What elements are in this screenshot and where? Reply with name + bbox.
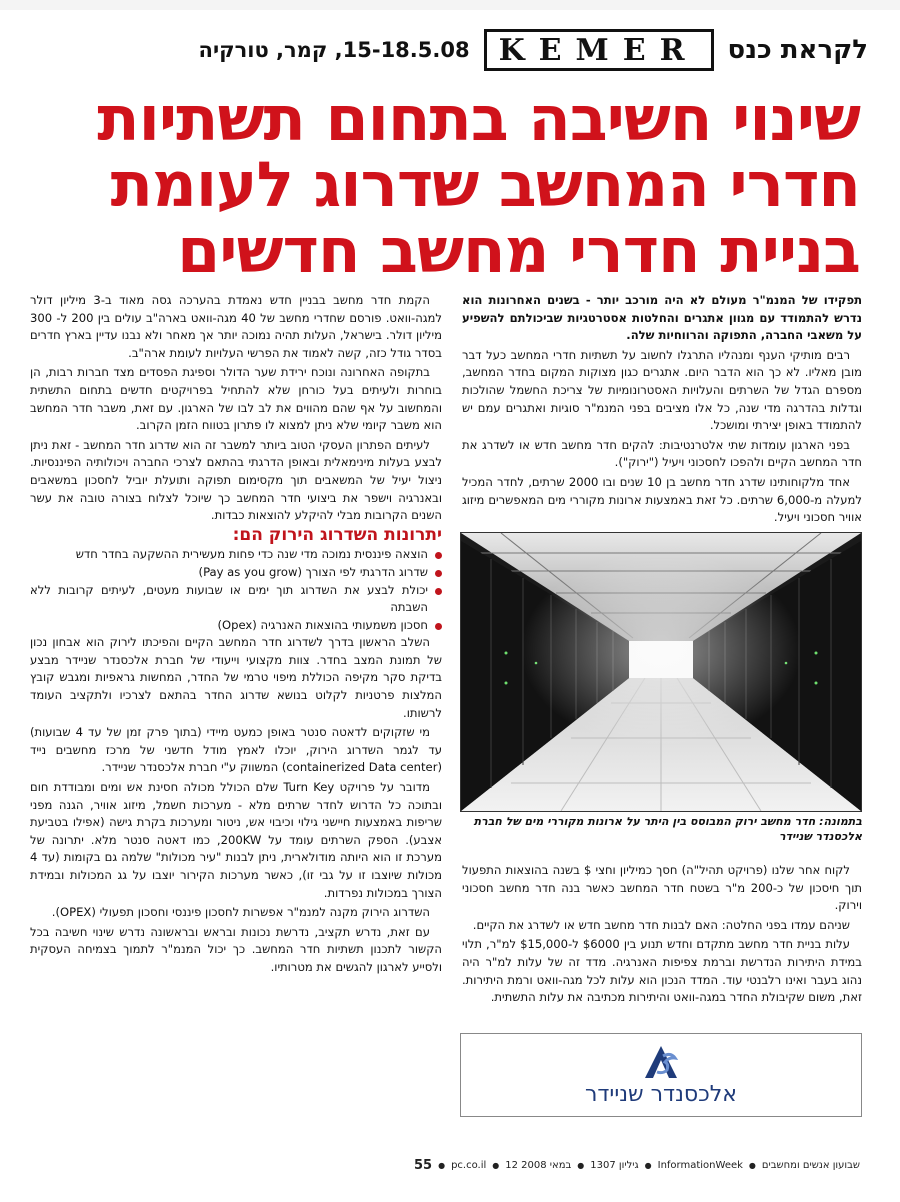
photo-caption: בתמונה: חדר מחשב ירוק המבוסס בין היתר על ארונות מקוררי מים של חברת אלכסנדר שניידר (473, 815, 862, 843)
footer-issue: גיליון 1307 (590, 1159, 639, 1171)
body-paragraph: בפני הארגון עומדות שתי אלטרנטיבות: להקים חדר מחשב חדש או לשדרג את חדר המחשב הקיים ולהפכו לחסכוני ויעיל ("ירוק"). (462, 437, 862, 470)
bullet-icon (435, 588, 442, 595)
lead-paragraph: תפקידו של המנמ"ר מעולם לא היה מורכב יותר - בשנים האחרונות הוא נדרש להתמודד עם מגוון אתגרים והחלטות אסטרטגיות שביכולתם להשפיע על משאבי החברה, התפוקה והרווחיות שלה. (462, 293, 862, 343)
list-item: חסכון משמעותי בהוצאות האנרגיה (Opex) (30, 617, 442, 635)
body-paragraph: אחד מלקוחותינו שדרג חדר מחשב בן 10 שנים ובו 2000 שרתים, לחדר המכיל למעלה מ-6,000 שרתים. כל זאת באמצעות ארונות מקוררי מים המאפשרים מיזוג אוויר חסכוני ויעיל. (462, 474, 862, 525)
body-paragraph: לקוח אחר שלנו (פרויקט תהיל"ה) חסך כמיליון וחצי $ בשנה בהוצאות התפעול תוך חיסכון של כ-200 מ"ר בשטח חדר המחשב כאשר בנה חדר מחשב חסכוני וירוק. (462, 863, 862, 913)
body-paragraph: לעיתים הפתרון העסקי הטוב ביותר למשבר זה הוא שדרוג חדר המחשב - זאת ניתן לבצע בעלות מינימאלית ובאופן הדרגתי בהתאם לצרכי החברה ויכולותיה הפיננסיות. ניצול יעיל של המשאבים תוך מקסימום תפוקה ותועלת יוביל לחסכון במשאבים ובאנרגיה וישפר את ביצועי חדר המחשב כך שיוכל לצלוח בצורה טובה את עשר השנים הקרובות מבלי להיקלע להוצאות כבדות. (30, 437, 442, 523)
server-room-photo (460, 532, 862, 812)
company-logo-text: אלכסנדר שניידר (584, 1081, 737, 1107)
body-paragraph: מדובר על פרויקט Turn Key שלם הכולל מכולה חסינת אש ומים ומבודדת חום ובתוכה כל הדרוש לחדר שרתים מלא - מערכות חשמל, מיזוג אוויר, הגנה מפני שריפות באמצעות חיישני גילוי וכיבוי אש, ניטור ומערכות בקרת גישה (אפילו בטביעת אצבע). הספק השרתים עומד על 200KW, כמו דאטה סנטר מלא. יתרונה של מערכת זו הוא היותה מודולארית, ניתן לבנות "עיר מכולות" שלמה גם בקומות (עד 4 מכולות שיוצבו זו על גבי זו), כאשר מערכות הקירור יוצבו על גג המכולות ובמידת הצורך במכולות נפרדות. (30, 780, 442, 900)
footer-separator-icon: ● (492, 1160, 500, 1170)
footer-separator-icon: ● (748, 1160, 756, 1170)
body-paragraph: עלות בניית חדר מחשב מתקדם וחדש תנוע בין $6000 ל-$15,000 למ"ר, תלוי במידת היתירות הנדרשת וברמת צפיפות האנרגיה. מדד זה של עלות למ"ר היה נהוג בעבר ואינו רלבנטי עוד. המדד הנכון הוא עלות לכל מגה-וואט ורמת היתירות. זאת, משום שקיבולת החדר במגה-וואט והיתירות מכתיבה את עלות התשתית. (462, 937, 862, 1005)
body-paragraph: בתקופה האחרונה ונוכח ירידת שער הדולר וספיגת הפסדים מצד חברות רבות, הן בוחרות ולעיתים בעל כורחן שלא להתחיל בפרויקטים חדשים בתחום התשתית והמחשוב על אף שהם מהווים את לב לבו של הארגון. עם זאת, משבר חדר המחשב הוא משבר קיומי שלא ניתן למצוא לו פתרון בטווח הזמן הקרוב. (30, 365, 442, 433)
footer-tagline: שבועון אנשים ומחשבים (761, 1159, 860, 1171)
footer-site: pc.co.il (451, 1159, 487, 1171)
list-item: הוצאה פיננסית נמוכה מדי שנה כדי פחות מעשירית ההשקעה בחדר חדש (30, 546, 442, 564)
company-logo-icon (641, 1044, 681, 1080)
body-paragraph: רבים מותיקי הענף ומנהליו התרגלו לחשוב על תשתיות חדרי המחשב כעל דבר מובן מאליו. לא כך הוא הדבר היום. אתגרים כגון מצוקות המקום בחדר המחשב, מספרם הגדל של השרתים והעלויות האסטרונומיות של צריכת החשמל שהולכות וגדלות בהדרגה מדי שנה, כל אלו מציבים בפני המנמ"ר סוגיות ואתגרים עמם יש להתמודד באופן יצירתי ומושכל. (462, 347, 862, 433)
list-item: שדרוג הדרגתי לפי הצורך (Pay as you grow) (30, 564, 442, 582)
footer-separator-icon: ● (438, 1160, 446, 1170)
body-paragraph: עם זאת, נדרש תקציב, נדרשת נכונות ובראש ובראשונה נדרש שינוי חשיבה בכל הקשור לתכנון תשתיות חדר המחשב. כך יכול המנמ"ר לתמוך בצמיחה העסקית ולסייע לארגון להגשים את מטרותיו. (30, 924, 442, 974)
conference-dates-location: 15-18.5.08, קמר, טורקיה (198, 38, 470, 62)
body-paragraph: הקמת חדר מחשב בבניין חדש נאמדת בהערכה גסה מאוד ב-3 מיליון דולר למגה-וואט. פורסם שחדרי מחשב של 40 מגה-וואט בארה"ב עולים בין 200 ל- 300 מיליון דולר. בישראל, העלות תהיה נמוכה יותר אך מאחר ולא נבנו עדיין בארץ חדרים בסדר גודל כזה, קשה לאמוד את הפרשי העלויות לעומת ארה"ב. (30, 293, 443, 360)
bullet-icon (435, 623, 442, 630)
top-band (0, 0, 900, 10)
page-footer (30, 1156, 860, 1174)
benefits-list (30, 546, 442, 634)
server-room-illustration (461, 533, 861, 811)
conference-banner (180, 30, 868, 70)
conference-name: KEMER (498, 32, 699, 68)
footer-magazine: InformationWeek (657, 1159, 743, 1171)
list-item: יכולת לבצע את השדרוג תוך ימים או שבועות מעטים, לעיתים קרובות ללא השבתה (30, 582, 442, 617)
body-paragraph: מי שזקוקים לדאטה סנטר באופן כמעט מיידי (בתוך פרק זמן של עד 4 שבועות) עד לגמר השדרוג הירוק, יוכלו לאמץ מודל חדשני של מרכז מחשבים נייד (containerized Data center) המשווק ע"י חברת אלכסנדר שניידר. (30, 725, 442, 775)
body-paragraph: השדרוג הירוק מקנה למנמ"ר אפשרות לחסכון פיננסי וחסכון תפעולי (OPEX). (51, 905, 430, 920)
footer-separator-icon: ● (644, 1160, 652, 1170)
conference-lead: לקראת כנס (727, 35, 868, 65)
headline-line-1: שינוי חשיבה בתחום תשתיות (97, 82, 860, 155)
advertiser-logo-box (460, 1033, 862, 1117)
headline-line-2: חדרי המחשב שדרוג לעומת (110, 148, 860, 221)
right-column-top (462, 292, 862, 529)
bullet-icon (435, 570, 442, 577)
section-heading: יתרונות השדרוג הירוק הם: (232, 524, 442, 545)
footer-date: 12 במאי 2008 (505, 1159, 572, 1171)
page-number: 55 (413, 1157, 433, 1173)
left-column (30, 292, 442, 979)
headline (40, 82, 860, 287)
bullet-icon (435, 552, 442, 559)
body-paragraph: שניהם עמדו בפני החלטה: האם לבנות חדר מחשב חדש או לשדרג את הקיים. (472, 917, 850, 932)
conference-name-box (484, 29, 714, 71)
headline-line-3: בניית חדרי מחשב חדשים (177, 214, 860, 287)
footer-separator-icon: ● (577, 1160, 585, 1170)
body-paragraph: השלב הראשון בדרך לשדרוג חדר המחשב הקיים והפיכתו לירוק הוא אבחון נכון של תמונת המצב בחדר. צוות מקצועי וייעודי של חברת אלכסנדר שניידר מבצע בדיקת סקר מקיפה הכוללת מיפוי טרמי של החדר, המחשות גראפיות ומגבש קובץ המלצות פרטניות לקלוט בנושא שדרוג החדר בהתאם לצרכיו ולתקציב העומד לרשותו. (30, 635, 442, 720)
right-column-bottom (462, 862, 862, 1009)
